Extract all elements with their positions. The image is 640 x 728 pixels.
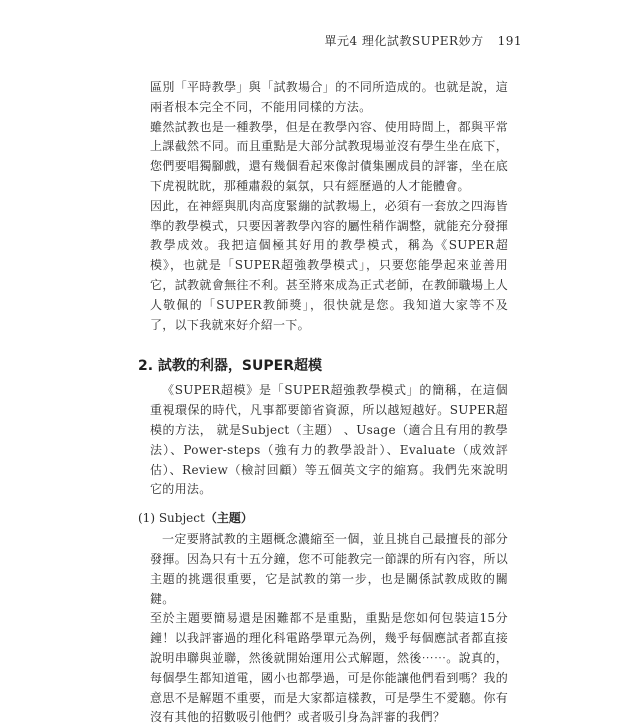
section-paragraph: 《SUPER超模》是「SUPER超強教學模式」的簡稱，在這個重視環保的時代，凡事都要節省資源，所以越短越好。SUPER超模的方法， 就是Subject（主題） 、Usage（適合且有用的教學法）、Power-steps（強有力的教學設計）、Evaluate（成效評估）、Review（檢討回顧）等五個英文字的縮寫。我們先來說明它的用法。 [150,383,508,497]
intro-paragraph-3: 因此，在神經與肌肉高度緊繃的試教場上，必須有一套放之四海皆準的教學模式，只要因著教學內容的屬性稍作調整，就能充分發揮教學成效。我把這個極其好用的教學模式，稱為《SUPER超模》，也就是「SUPER超強教學模式」，只要您能學起來並善用它，試教就會無往不利。甚至將來成為正式老師，在教師職場上人人敬佩的「SUPER教師獎」，很快就是您。我知道大家等不及了，以下我就來好介紹一下。 [150,198,508,332]
running-header [324,32,522,49]
subsection-paragraph-1: 一定要將試教的主題概念濃縮至一個，並且挑自己最擅長的部分發揮。因為只有十五分鐘，您不可能教完一節課的所有內容，所以主題的挑選很重要，它是試教的第一步，也是關係試教成敗的關鍵。 [150,532,508,606]
subsection-heading [138,508,508,528]
section-heading: 2. 試教的利器，SUPER超模 [138,358,322,375]
page-number: 191 [497,34,522,48]
subsection-paragraph-2: 至於主題要簡易還是困難都不是重點，重點是您如何包裝這15分鐘！以我評審過的理化科電路學單元為例，幾乎每個應試者都直接說明串聯與並聯，然後就開始運用公式解題，然後⋯⋯。說真的，每個學生都知道電，國小也都學過，可是你能讓他們看到嗎？我的意思不是解題不重要，而是大家都這樣教，可是學生不愛聽。你有沒有其他的招數吸引他們？或者吸引身為評審的我們？ [150,611,508,725]
running-title: 單元4 理化試教SUPER妙方 [324,34,484,48]
intro-paragraph-2: 雖然試教也是一種教學，但是在教學內容、使用時間上，都與平常上課截然不同。而且重點是大部分試教現場並沒有學生坐在底下，您們要唱獨腳戲，還有幾個看起來像討債集團成員的評審，坐在底下虎視眈眈，那種肅殺的氣氛，只有經歷過的人才能體會。 [150,119,508,193]
subsection-body [150,530,508,728]
intro-paragraph-1: 區別「平時教學」與「試教場合」的不同所造成的。也就是說，這兩者根本完全不同，不能用同樣的方法。 [150,80,508,114]
page-body [138,78,508,728]
subsection-label: (1) Subject [138,511,205,526]
subsection-label-bold: （主題） [204,511,253,526]
